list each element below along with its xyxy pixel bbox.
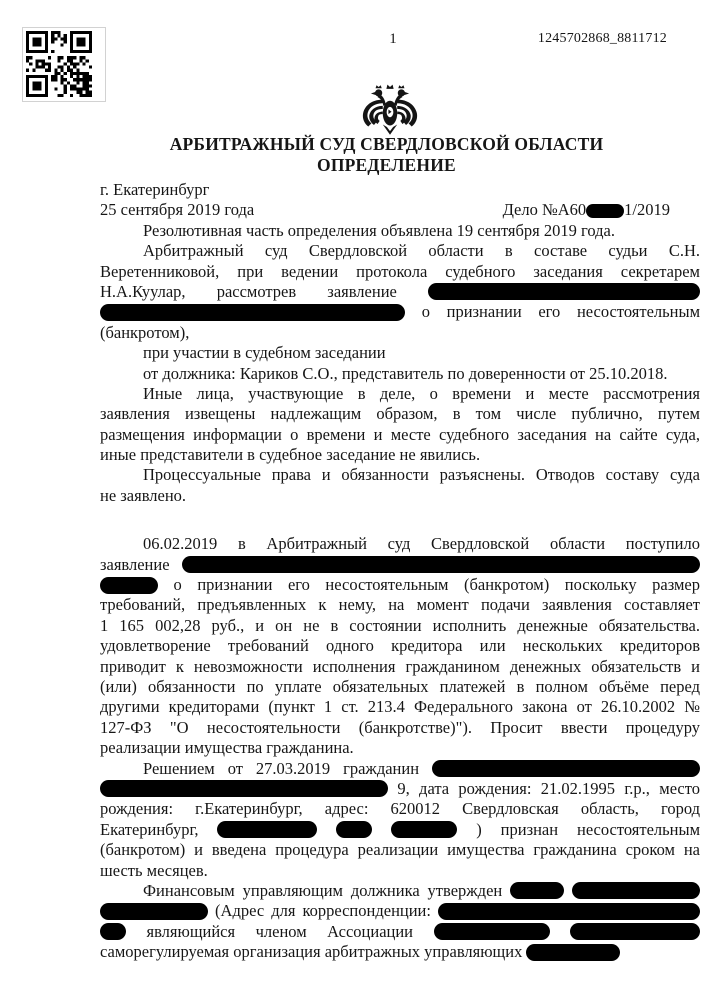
text-run: требований, предъявленных к нему, на момент подачи заявления составляет xyxy=(100,595,700,615)
redaction-bar xyxy=(217,821,317,838)
document-line xyxy=(100,677,700,697)
redaction-bar xyxy=(434,923,550,940)
text-run: 25 сентября 2019 года xyxy=(100,200,255,220)
text-run: Финансовым управляющим должника утвержден xyxy=(143,880,503,900)
coat-of-arms-icon xyxy=(359,82,421,138)
redaction-bar xyxy=(336,821,372,838)
document-line xyxy=(100,575,700,595)
document-line xyxy=(100,425,700,445)
text-run: от должника: Кариков С.О., представитель по доверенности от 25.10.2018. xyxy=(143,363,668,383)
text-run: шесть месяцев. xyxy=(100,860,208,880)
document-line xyxy=(100,759,700,779)
document-line xyxy=(100,221,700,241)
document-line xyxy=(100,241,700,261)
document-line xyxy=(100,180,700,200)
page-number: 1 xyxy=(389,31,397,47)
text-run: 06.02.2019 в Арбитражный суд Свердловской области поступило xyxy=(143,534,700,554)
text-run: Резолютивная часть определения объявлена 19 сентября 2019 года. xyxy=(143,220,615,240)
text-run: Дело №А60 xyxy=(502,200,587,220)
redaction-bar xyxy=(510,882,564,899)
document-line xyxy=(100,282,700,302)
text-run: (Адрес для корреспонденции: xyxy=(215,901,431,921)
text-run: 127-ФЗ "О несостоятельности (банкротстве)"). Просит ввести процедуру xyxy=(100,717,700,737)
text-run: реализации имущества гражданина. xyxy=(100,738,354,758)
document-line xyxy=(100,901,700,921)
text-run: г. Екатеринбург xyxy=(100,180,210,199)
document-line xyxy=(100,384,700,404)
text-run: иные представители в судебное заседание не явились. xyxy=(100,445,481,465)
document-line xyxy=(100,343,700,363)
document-id: 1245702868_8811712 xyxy=(537,31,667,46)
text-run: приводит к невозможности исполнения гражданином денежных обязательств и xyxy=(100,656,700,676)
redaction-bar xyxy=(432,760,700,777)
document-line xyxy=(100,861,700,881)
document-line xyxy=(100,364,700,384)
redaction-bar xyxy=(100,577,158,594)
document-line xyxy=(100,262,700,282)
text-run: заявления извещены надлежащим образом, в том числе публично, путем xyxy=(100,404,700,424)
redaction-bar xyxy=(438,903,700,920)
redaction-bar xyxy=(100,903,208,920)
document-line xyxy=(100,595,700,615)
document-line xyxy=(100,534,700,554)
text-run: 1 165 002,28 руб., и он не в состоянии исполнить денежные обязательства. xyxy=(100,615,700,635)
text-run: (или) обязанности по уплате обязательных платежей в полном объёме перед xyxy=(100,676,700,696)
text-run: Процессуальные права и обязанности разъяснены. Отводов составу суда xyxy=(143,465,700,485)
text-run: 9, дата рождения: 21.02.1995 г.р., место xyxy=(397,778,701,798)
text-run: Арбитражный суд Свердловской области в составе судьи С.Н. xyxy=(143,241,700,261)
document-line xyxy=(100,718,700,738)
document-line xyxy=(100,302,700,322)
document-line xyxy=(100,616,700,636)
document-line xyxy=(100,779,700,799)
redaction-bar xyxy=(391,821,457,838)
text-run: ) признан несостоятельным xyxy=(476,819,701,839)
redaction-bar xyxy=(428,283,700,300)
text-run: не заявлено. xyxy=(100,485,187,505)
document-line xyxy=(100,323,700,343)
document-line xyxy=(100,486,700,506)
text-run: Веретенниковой, при ведении протокола судебного заседания секретарем xyxy=(100,261,700,281)
document-line xyxy=(100,881,700,901)
redaction-bar xyxy=(526,944,620,961)
document-line xyxy=(100,738,700,758)
document-line xyxy=(100,697,700,717)
text-run: заявление xyxy=(100,554,170,574)
redaction-bar xyxy=(586,204,624,218)
document-line xyxy=(100,799,700,819)
redaction-bar xyxy=(182,556,700,573)
text-run: Н.А.Куулар, рассмотрев заявление xyxy=(100,281,397,301)
court-name: АРБИТРАЖНЫЙ СУД СВЕРДЛОВСКОЙ ОБЛАСТИ xyxy=(169,134,604,154)
document-line xyxy=(100,922,700,942)
text-run: саморегулируемая организация арбитражных управляющих xyxy=(100,942,523,962)
redaction-bar xyxy=(570,923,700,940)
document-body xyxy=(100,180,700,962)
text-run: рождения: г.Екатеринбург, адрес: 620012 Свердловская область, город xyxy=(100,799,700,819)
text-run: Екатеринбург, xyxy=(100,819,199,839)
document-line xyxy=(100,636,700,656)
text-run: о признании его несостоятельным (банкротом) поскольку размер xyxy=(173,575,700,595)
redaction-bar xyxy=(572,882,700,899)
text-run: Иные лица, участвующие в деле, о времени и месте рассмотрения xyxy=(143,383,700,403)
document-line xyxy=(100,820,700,840)
text-run: (банкротом), xyxy=(100,322,190,342)
document-line xyxy=(100,200,700,220)
document-type-title: ОПРЕДЕЛЕНИЕ xyxy=(317,155,456,175)
document-line xyxy=(100,465,700,485)
text-run: (банкротом) и введена процедура реализации имущества гражданина сроком на xyxy=(100,840,700,860)
text-run: Решением от 27.03.2019 гражданин xyxy=(143,758,420,778)
text-run: о признании его несостоятельным xyxy=(421,302,701,322)
document-line xyxy=(100,657,700,677)
document-line xyxy=(100,942,700,962)
document-line xyxy=(100,445,700,465)
text-run: являющийся членом Ассоциации xyxy=(146,921,414,941)
redaction-bar xyxy=(100,780,388,797)
text-run: удовлетворение требований одного кредитора или нескольких кредиторов xyxy=(100,636,700,656)
text-run: размещения информации о времени и месте судебного заседания на сайте суда, xyxy=(100,424,700,444)
document-line xyxy=(100,840,700,860)
redaction-bar xyxy=(100,923,126,940)
document-line xyxy=(100,404,700,424)
text-run: другими кредиторами (пункт 1 ст. 213.4 Федерального закона от 26.10.2002 № xyxy=(100,697,700,717)
redaction-bar xyxy=(100,304,405,321)
document-line xyxy=(100,555,700,575)
text-run: 1/2019 xyxy=(624,200,670,220)
text-run: при участии в судебном заседании xyxy=(143,343,386,363)
